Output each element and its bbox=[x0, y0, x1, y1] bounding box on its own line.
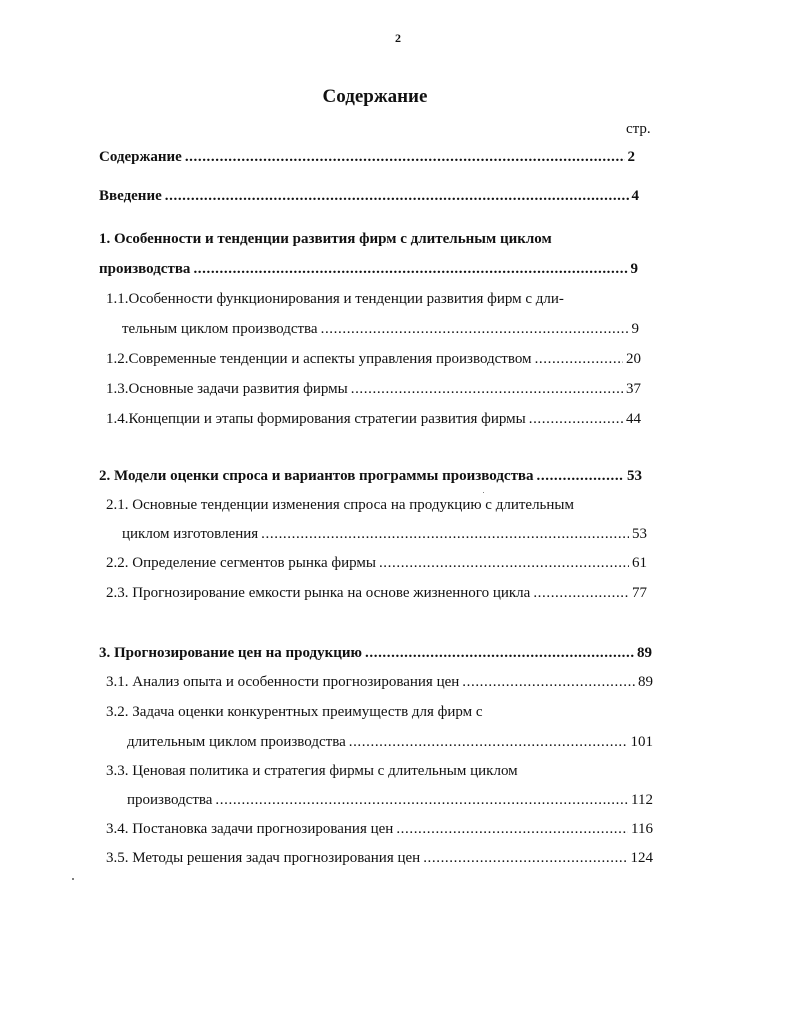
scan-speck bbox=[72, 878, 74, 880]
toc-label: производства bbox=[127, 792, 213, 808]
toc-leader bbox=[185, 146, 625, 168]
toc-entry-section-3-5 bbox=[106, 847, 653, 869]
toc-leader bbox=[462, 671, 635, 693]
toc-label: 3.1. Анализ опыта и особенности прогнозирования цен bbox=[106, 674, 460, 690]
toc-leader bbox=[321, 318, 629, 340]
toc-page: 101 bbox=[630, 734, 653, 750]
toc-page: 44 bbox=[626, 411, 641, 427]
toc-entry-section-3-2 bbox=[127, 731, 653, 753]
toc-page: 53 bbox=[632, 526, 647, 542]
toc-label: Содержание bbox=[99, 149, 182, 165]
page-column-label: стр. bbox=[626, 121, 651, 137]
toc-leader bbox=[365, 642, 634, 664]
toc-label: 1.3.Основные задачи развития фирмы bbox=[106, 381, 348, 397]
page-title: Содержание bbox=[322, 86, 428, 107]
toc-entry-chapter-2 bbox=[99, 465, 642, 487]
toc-label: 2.2. Определение сегментов рынка фирмы bbox=[106, 555, 376, 571]
toc-label: 1.4.Концепции и этапы формирования стратегии развития фирмы bbox=[106, 411, 526, 427]
toc-entry-contents bbox=[99, 146, 635, 168]
toc-leader bbox=[379, 552, 629, 574]
toc-leader bbox=[533, 582, 629, 604]
toc-entry-section-2-1 bbox=[122, 523, 647, 545]
toc-chapter-1-line1: 1. Особенности и тенденции развития фирм с длительным циклом bbox=[99, 231, 552, 247]
toc-entry-section-3-1 bbox=[106, 671, 653, 693]
toc-label: 2.3. Прогнозирование емкости рынка на основе жизненного цикла bbox=[106, 585, 531, 601]
toc-page: 89 bbox=[637, 645, 652, 661]
toc-page: 37 bbox=[626, 381, 641, 397]
toc-leader bbox=[215, 789, 628, 811]
toc-page: 124 bbox=[630, 850, 653, 866]
toc-entry-chapter-1 bbox=[99, 258, 638, 280]
toc-entry-section-2-3 bbox=[106, 582, 647, 604]
toc-leader bbox=[537, 465, 624, 487]
toc-label: 2. Модели оценки спроса и вариантов программы производства bbox=[99, 468, 534, 484]
toc-label: циклом изготовления bbox=[122, 526, 259, 542]
toc-leader bbox=[423, 847, 627, 869]
toc-page: 20 bbox=[626, 351, 641, 367]
toc-entry-section-3-3 bbox=[127, 789, 653, 811]
toc-entry-section-1-3 bbox=[106, 378, 641, 400]
toc-entry-section-1-4 bbox=[106, 408, 641, 430]
toc-page: 89 bbox=[638, 674, 653, 690]
toc-entry-section-1-2 bbox=[106, 348, 641, 370]
toc-leader bbox=[351, 378, 623, 400]
toc-page: 116 bbox=[631, 821, 653, 837]
toc-leader bbox=[349, 731, 628, 753]
toc-label: 3. Прогнозирование цен на продукцию bbox=[99, 645, 363, 661]
toc-label: Введение bbox=[99, 188, 162, 204]
toc-leader bbox=[396, 818, 628, 840]
toc-section-3-3-line1: 3.3. Ценовая политика и стратегия фирмы с длительным циклом bbox=[106, 763, 518, 779]
toc-entry-intro bbox=[99, 185, 639, 207]
toc-page: 77 bbox=[632, 585, 647, 601]
toc-page: 2 bbox=[627, 149, 635, 165]
toc-label: производства bbox=[99, 261, 191, 277]
page-number: 2 bbox=[395, 31, 401, 45]
toc-entry-section-2-2 bbox=[106, 552, 647, 574]
scan-speck bbox=[483, 492, 484, 493]
toc-leader bbox=[529, 408, 623, 430]
toc-page: 9 bbox=[631, 321, 639, 337]
toc-page: 9 bbox=[630, 261, 638, 277]
toc-section-3-2-line1: 3.2. Задача оценки конкурентных преимуществ для фирм с bbox=[106, 704, 483, 720]
toc-page: 61 bbox=[632, 555, 647, 571]
toc-label: длительным циклом производства bbox=[127, 734, 346, 750]
toc-label: 3.4. Постановка задачи прогнозирования цен bbox=[106, 821, 394, 837]
toc-label: 3.5. Методы решения задач прогнозирования цен bbox=[106, 850, 421, 866]
toc-page: 112 bbox=[631, 792, 653, 808]
toc-entry-chapter-3 bbox=[99, 642, 652, 664]
toc-leader bbox=[165, 185, 629, 207]
toc-page: 4 bbox=[631, 188, 639, 204]
toc-section-2-1-line1: 2.1. Основные тенденции изменения спроса на продукцию с длительным bbox=[106, 497, 574, 513]
toc-label: тельным циклом производства bbox=[122, 321, 318, 337]
toc-label: 1.2.Современные тенденции и аспекты управления производством bbox=[106, 351, 532, 367]
toc-entry-section-3-4 bbox=[106, 818, 653, 840]
toc-leader bbox=[193, 258, 627, 280]
toc-leader bbox=[261, 523, 629, 545]
toc-page: 53 bbox=[627, 468, 642, 484]
toc-section-1-1-line1: 1.1.Особенности функционирования и тенденции развития фирм с дли- bbox=[106, 291, 564, 307]
toc-leader bbox=[535, 348, 623, 370]
toc-entry-section-1-1 bbox=[122, 318, 639, 340]
